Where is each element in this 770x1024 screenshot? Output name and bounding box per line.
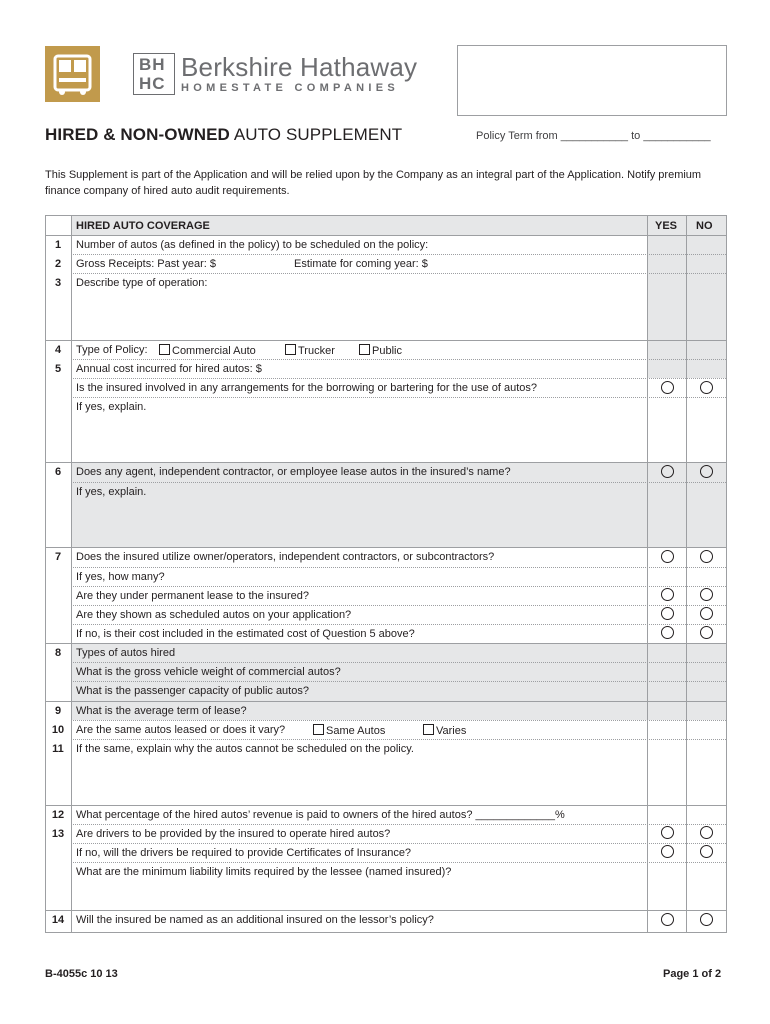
- coverage-table: [45, 215, 727, 933]
- form-number: B-4055c 10 13: [45, 968, 118, 980]
- q13-no-radio[interactable]: [700, 826, 713, 839]
- q13-cert-yes-radio[interactable]: [661, 845, 674, 858]
- checkbox-icon[interactable]: [159, 344, 170, 355]
- row-number: 13: [51, 828, 65, 840]
- q9-text: What is the average term of lease?: [76, 705, 247, 717]
- q13-liability-limits: What are the minimum liability limits required by the lessee (named insured)?: [76, 866, 452, 878]
- q7-yes-radio[interactable]: [661, 550, 674, 563]
- q7-lease-no-radio[interactable]: [700, 588, 713, 601]
- page-number: Page 1 of 2: [663, 968, 722, 980]
- q7-text: Does the insured utilize owner/operators, independent contractors, or subcontractors?: [76, 551, 495, 563]
- q13-cert-no-radio[interactable]: [700, 845, 713, 858]
- q13-yes-radio[interactable]: [661, 826, 674, 839]
- row-number: 5: [54, 363, 62, 375]
- q8-gross-weight: What is the gross vehicle weight of commercial autos?: [76, 666, 341, 678]
- row-number: 1: [54, 239, 62, 251]
- q7-cost-no-radio[interactable]: [700, 626, 713, 639]
- q6-yes-radio[interactable]: [661, 465, 674, 478]
- q4-text: Type of Policy:: [76, 344, 148, 356]
- q4-option-label: Commercial Auto: [172, 345, 256, 357]
- q6-text: Does any agent, independent contractor, or employee lease autos in the insured’s name?: [76, 466, 511, 478]
- yes-column-header: YES: [655, 220, 678, 232]
- q10-option-label: Same Autos: [326, 725, 386, 737]
- q10-same-autos-option[interactable]: [313, 724, 385, 737]
- monogram-top: BH: [139, 55, 166, 74]
- row-number: 6: [54, 466, 62, 478]
- q13-text: Are drivers to be provided by the insured to operate hired autos?: [76, 828, 391, 840]
- q14-no-radio[interactable]: [700, 913, 713, 926]
- title-bold: HIRED & NON-OWNED: [45, 125, 230, 144]
- q7-how-many: If yes, how many?: [76, 571, 165, 583]
- q10-varies-option[interactable]: [423, 724, 466, 737]
- bus-logo: [45, 46, 100, 102]
- q6-no-radio[interactable]: [700, 465, 713, 478]
- table-heading: HIRED AUTO COVERAGE: [76, 220, 210, 232]
- row-number: 11: [52, 743, 64, 755]
- brand-subtitle: HOMESTATE COMPANIES: [181, 82, 399, 94]
- row-number: 10: [51, 724, 65, 736]
- q4-public-option[interactable]: [359, 344, 402, 357]
- q5-explain: If yes, explain.: [76, 401, 147, 413]
- q6-explain: If yes, explain.: [76, 486, 147, 498]
- row-number: 14: [51, 914, 65, 926]
- q5-no-radio[interactable]: [700, 381, 713, 394]
- row-number: 12: [51, 809, 65, 821]
- q7-scheduled-no-radio[interactable]: [700, 607, 713, 620]
- bhhc-monogram: [133, 53, 175, 95]
- q7-permanent-lease: Are they under permanent lease to the insured?: [76, 590, 309, 602]
- q4-option-label: Public: [372, 345, 402, 357]
- checkbox-icon[interactable]: [313, 724, 324, 735]
- q13-certificates: If no, will the drivers be required to provide Certificates of Insurance?: [76, 847, 412, 859]
- q7-lease-yes-radio[interactable]: [661, 588, 674, 601]
- monogram-bottom: HC: [139, 74, 166, 93]
- row-number: 8: [54, 647, 62, 659]
- stamp-box[interactable]: [457, 45, 727, 116]
- checkbox-icon[interactable]: [285, 344, 296, 355]
- q4-option-label: Trucker: [298, 345, 335, 357]
- q2-past-year: Gross Receipts: Past year: $: [76, 258, 216, 270]
- q12-text: What percentage of the hired autos’ revenue is paid to owners of the hired autos? _____________%: [76, 809, 565, 821]
- q5-yes-radio[interactable]: [661, 381, 674, 394]
- q10-option-label: Varies: [436, 725, 467, 737]
- q2-estimate: Estimate for coming year: $: [294, 258, 428, 270]
- q8-text: Types of autos hired: [76, 647, 176, 659]
- q3-text: Describe type of operation:: [76, 277, 208, 289]
- row-number: 2: [54, 258, 62, 270]
- q4-commercial-auto-option[interactable]: [159, 344, 256, 357]
- row-number: 7: [54, 551, 62, 563]
- q4-trucker-option[interactable]: [285, 344, 335, 357]
- q10-text: Are the same autos leased or does it vary?: [76, 724, 286, 736]
- q7-cost-included: If no, is their cost included in the estimated cost of Question 5 above?: [76, 628, 415, 640]
- title-rest: AUTO SUPPLEMENT: [233, 125, 403, 144]
- q7-scheduled-yes-radio[interactable]: [661, 607, 674, 620]
- intro-text: This Supplement is part of the Application and will be relied upon by the Company as an integral part of the Application. Notify premium finance company of hired auto audit requirements.: [45, 169, 702, 197]
- q8-passenger-capacity: What is the passenger capacity of public autos?: [76, 685, 309, 697]
- q14-text: Will the insured be named as an additional insured on the lessor’s policy?: [76, 914, 434, 926]
- no-column-header: NO: [696, 220, 713, 232]
- q14-yes-radio[interactable]: [661, 913, 674, 926]
- row-number: 4: [54, 344, 62, 356]
- q5-text: Annual cost incurred for hired autos: $: [76, 363, 262, 375]
- q1-text: Number of autos (as defined in the policy) to be scheduled on the policy:: [76, 239, 429, 251]
- q7-no-radio[interactable]: [700, 550, 713, 563]
- brand-name: Berkshire Hathaway: [181, 52, 418, 82]
- row-number: 3: [54, 277, 62, 289]
- q7-cost-yes-radio[interactable]: [661, 626, 674, 639]
- bus-icon: [45, 46, 100, 102]
- page-title: [45, 125, 402, 145]
- checkbox-icon[interactable]: [423, 724, 434, 735]
- q11-text: If the same, explain why the autos cannot be scheduled on the policy.: [76, 743, 414, 755]
- row-number: 9: [54, 705, 62, 717]
- policy-term-field[interactable]: Policy Term from ___________ to ___________: [476, 130, 711, 142]
- q5-borrowing: Is the insured involved in any arrangements for the borrowing or bartering for the use of autos?: [76, 382, 538, 394]
- checkbox-icon[interactable]: [359, 344, 370, 355]
- q7-scheduled-autos: Are they shown as scheduled autos on your application?: [76, 609, 352, 621]
